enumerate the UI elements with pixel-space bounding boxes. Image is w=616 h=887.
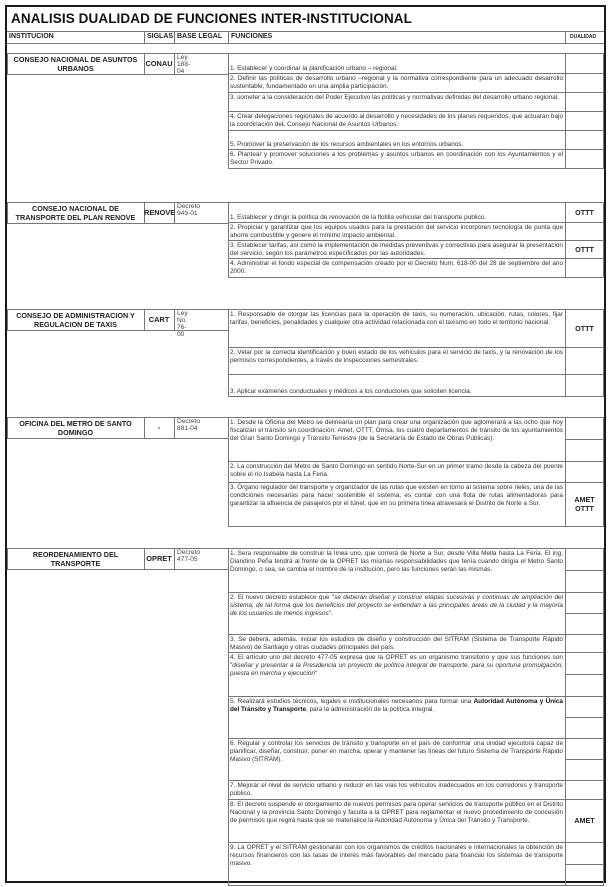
institution-name: OFICINA DEL METRO DE SANTO DOMINGO	[19, 419, 132, 437]
function-text: 2. Definir las políticas de desarrollo urbano –regional y la normativa correspondiente para un adecuado desarrollo sustentable, fundamentado en una amplia participación.	[230, 75, 563, 91]
column-divider	[174, 309, 175, 331]
function-text: 1. Sera responsable de construir la línea uno, que correrá de Norte a Sur, desde Villa Mella hasta La Feria. El ing. Diandino Peña tendrá al frente de la OPRET las mismas responsabilidades que tenía cuando dirigía el Metro Santo Domingo, o sea, se cambia el nombre de la institución, pero las funciones serán las mismas.	[230, 550, 563, 574]
header-base-legal: BASE LEGAL	[177, 33, 223, 40]
header-institucion: INSTITUCION	[9, 33, 54, 40]
dualidad-value: OTTT	[575, 323, 594, 333]
document-title: ANALISIS DUALIDAD DE FUNCIONES INTER-INSTITUCIONAL	[11, 11, 412, 26]
function-text: 6. Regular y controlar los servicios de tránsito y transporte en el país de conformar una unidad ejecutora capaz de planificar, diseñar, construir, poner en marcha, operar y mantener las líneas del futuro Sistema de Transporte Rápido Masivo (SITRAM).	[230, 740, 563, 764]
institution-name: CONSEJO DE ADMINISTRACION Y REGULACION DE TAXIS	[16, 311, 135, 329]
dualidad-cell	[565, 864, 604, 887]
dualidad-cell	[565, 696, 604, 718]
dualidad-cell	[565, 439, 604, 462]
function-text: 1. Responsable de otorgar las licencias para la operación de taxis, su numeración, ubicación, rutas, colores, fijar tarifas, beneficios, penalidades y cualquier otra actividad relacionada con el taxismo en todo el territorio nacional.	[230, 311, 563, 327]
function-text-strong: Autoridad Autónoma y Única del Tránsito y Transporte	[230, 698, 563, 714]
header-dualidad: DUALIDAD	[570, 34, 597, 40]
header-funciones: FUNCIONES	[231, 33, 273, 40]
dualidad-cell	[565, 347, 604, 375]
institution-siglas: CONAU	[145, 59, 173, 68]
table-header	[7, 31, 604, 44]
function-text: 3. someter a la consideración del Poder Ejecutivo las políticas y normativas definidas del desarrollo urbano regional.	[230, 94, 559, 101]
function-text-pre: 2. El nuevo decreto establece que "	[230, 594, 335, 601]
function-text-pre: 4. El artículo uno del decreto 477-05 expresa que la OPRET es un organismo transitorio y que sus funciones son "	[230, 654, 563, 670]
institution-siglas: -	[157, 423, 161, 432]
function-text: 3. Establecer tarifas, así como la implementación de medidas preventivas y correctivas para asegurar la presentación del servicio, según los parámetros especificados por las autoridades.	[230, 242, 563, 258]
header-divider	[565, 32, 566, 43]
header-siglas: SIGLAS	[147, 33, 174, 40]
institution-name: REORDENAMIENTO DEL TRANSPORTE	[32, 550, 119, 568]
institution-siglas: OPRET	[146, 554, 172, 563]
header-divider	[144, 32, 145, 43]
dualidad-cell	[565, 634, 604, 653]
function-text-emphasis: se deberán diseñar y construir etapas sucesivas y continuas de ampliación del sistema, de tal forma que los beneficios del proyecto se extiendan a las principales áreas de la ciudad y la mayoría de los usuarios de menos ingresos	[230, 594, 563, 618]
dualidad-cell	[565, 417, 604, 440]
function-text: 2. Propiciar y garantizar que los equipos usados para la prestación del servicio incorporen tecnología de punta que ahorre combustible y genere el mínimo impacto ambiental.	[230, 224, 563, 240]
institution-name: CONSEJO NACIONAL DE TRANSPORTE DEL PLAN RENOVE	[15, 204, 136, 222]
dualidad-cell	[565, 613, 604, 635]
dualidad-cell	[565, 222, 604, 241]
base-legal: Decreto 881-04	[177, 418, 201, 432]
dualidad-cell	[565, 130, 604, 150]
function-text-post: "	[314, 670, 318, 678]
function-text: 8. El decreto suspende el otorgamiento de nuevos permisos para operar servicios de transporte público en el Distrito Nacional y la provincia Santo Domingo y faculta a la OPRET para reglamentar el nuevo procedimiento de concesión de permisos que regirá hasta que se materialice la Autoridad Autónoma y Única del Tránsito y Transporte.	[230, 801, 563, 825]
column-divider	[174, 548, 175, 570]
function-text: 4. Administrar el fondo especial de compensación creado por el Decreto Num. 618-00 del 28 de septiembre del ano 2000.	[230, 260, 563, 276]
institution-name: CONSEJO NACIONAL DE ASUNTOS URBANOS	[13, 55, 138, 73]
dualidad-value: OTTT	[575, 207, 594, 217]
dualidad-value: OTTT	[575, 244, 594, 254]
institution-siglas: CART	[148, 315, 170, 324]
function-text: 1. Establecer y coordinar la planificación urbano – regional.	[230, 65, 398, 72]
column-divider	[174, 53, 175, 75]
dualidad-cell	[565, 149, 604, 169]
document-frame	[5, 5, 606, 883]
dualidad-cell	[565, 674, 604, 697]
function-text-emphasis: diseñar y presentar a la Presidencia un proyecto de política integral de transporte, para su oportuna promulgación, puesta en marcha y ejecución	[230, 662, 563, 678]
function-text: 5. Promover la preservación de los recursos ambientales en los entornos urbanos.	[230, 141, 464, 148]
function-text: 9. La OPRET y el SITRAM gestionarán con los organismos de créditos nacionales e internacionales la obtención de recursos financieros con las tasas de interés más favorables del mercado para financiar los sistemas de transporte masivo.	[230, 844, 563, 868]
dualidad-cell	[565, 92, 604, 112]
header-divider	[174, 32, 175, 43]
dualidad-cell	[565, 592, 604, 614]
institution-siglas: RENOVE	[144, 208, 176, 217]
function-text-post: , para la administración de la política integral.	[306, 706, 435, 714]
dualidad-cell	[565, 570, 604, 593]
dualidad-cell	[565, 258, 604, 278]
dualidad-value: AMET	[574, 816, 595, 825]
base-legal: Ley 188-04	[177, 54, 191, 75]
dualidad-cell	[565, 738, 604, 760]
function-text	[228, 697, 565, 715]
function-text: 1. Desde la Oficina del Metro se delinearía un plan para crear una organización que aglomerará a las ocho que hoy fiscalizan el tránsito sin coordinación: Amet, OTTT, Omsa, los cuatro departamentos de tránsito de los ayuntamientos del Gran Santo Domingo y Tránsito Terrestre (de la Secretaría de Estado de Obras Públicas).	[230, 419, 563, 443]
dualidad-cell	[565, 461, 604, 483]
function-text-post: ".	[328, 610, 333, 618]
function-text: 2. La construcción del Metro de Santo Domingo en sentido Norte-Sur en un primer tramo desde la cabeza del puente sobre el río Isabela hasta La Feria.	[230, 463, 563, 479]
function-text: 3. Órgano regulador del transporte y organizador de las rutas que existen en torno al sistema sobre rieles, una de las condiciones necesarias para hacer sostenible el sistema, es contar con una flota de rutas alimentadoras para garantizar la afluencia de pasajeros por el túnel, que en su primera línea atravesará el Distrito de Norte a Sur.	[230, 484, 563, 508]
dualidad-cell	[565, 717, 604, 739]
dualidad-cell	[565, 374, 604, 397]
function-text	[228, 593, 565, 620]
base-legal: Ley No. 76-00	[177, 310, 188, 338]
base-legal: Decreto 949-01	[177, 203, 201, 217]
dualidad-cell	[565, 548, 604, 571]
function-text: 7. Mejorar el nivel de servicio urbano y reducir en las vías los vehículos inadecuados en los corredores y transporte público.	[230, 782, 563, 798]
function-text: 1. Establecer y dirigir la política de renovación de la flotilla vehicular del transporte publico.	[230, 214, 487, 221]
function-text: 2. Velar por la correcta identificación y buen estado de los vehículos para el servicio de taxis, y la renovación de los permisos correspondientes, a través de inspecciones semestrales.	[230, 349, 563, 365]
function-text: 6. Plantear y promover soluciones a los problemas y asuntos urbanos en coordinación con los Ayuntamientos y el Sector Privado.	[230, 151, 563, 167]
dualidad-cell	[565, 842, 604, 865]
function-text: 4. Crear delegaciones regionales de acuerdo al desarrollo y necesidades de los planes requeridos, que actuaran bajo la coordinación deL Consejo Nacional de Asuntos Urbanos.	[230, 113, 563, 129]
function-text-pre: 5. Realizará estudios técnicos, legales e institucionales necesarios para formar una	[230, 698, 474, 705]
dualidad-cell	[565, 780, 604, 800]
dualidad-value: AMET OTTT	[574, 495, 595, 513]
header-divider	[228, 32, 229, 43]
dualidad-cell	[565, 53, 604, 74]
function-text: 3. Se deberá, además, iniciar los estudios de diseño y construcción del SITRAM (Sistema de Transporte Rápido Masivo) de Santiago y otras ciudades principales del país.	[230, 636, 563, 652]
base-legal: Decreto 477-05	[177, 549, 201, 563]
dualidad-cell	[565, 759, 604, 781]
dualidad-cell	[565, 652, 604, 675]
function-text: 3. Aplicar exámenes conductuales y médicos a los conductores que soliciten licencia.	[230, 388, 472, 395]
column-divider	[174, 417, 175, 439]
function-text	[228, 653, 565, 680]
dualidad-cell	[565, 73, 604, 93]
dualidad-cell	[565, 111, 604, 131]
